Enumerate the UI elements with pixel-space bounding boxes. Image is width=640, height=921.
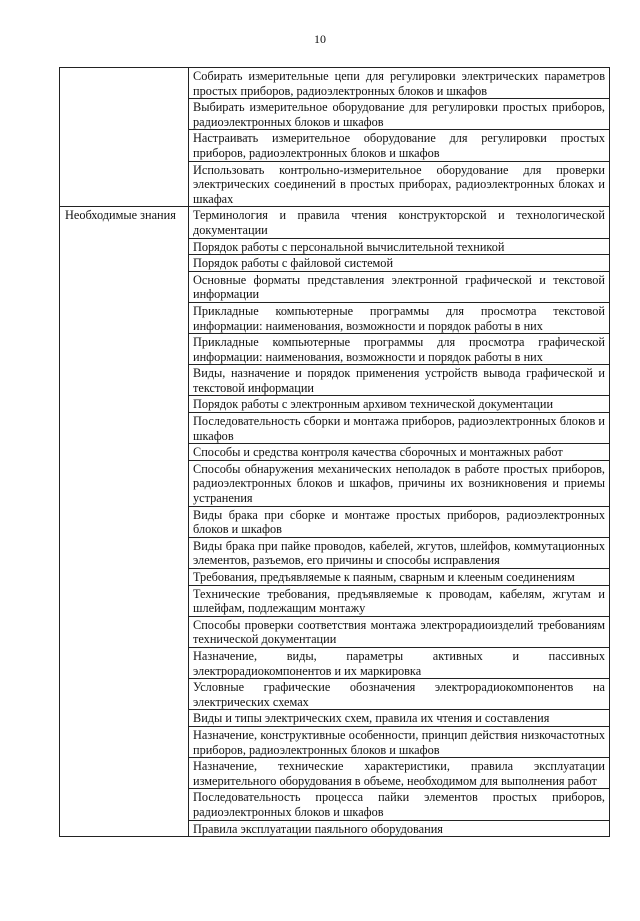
knowledge-item: Способы и средства контроля качества сборочных и монтажных работ [189, 444, 610, 461]
knowledge-item: Способы проверки соответствия монтажа электрорадиоизделий требованиям технической документации [189, 616, 610, 647]
knowledge-item: Прикладные компьютерные программы для просмотра графической информации: наименования, возможности и порядок работы в них [189, 334, 610, 365]
table-row [60, 207, 610, 238]
skill-item: Собирать измерительные цепи для регулировки электрических параметров простых приборов, радиоэлектронных блоков и шкафов [189, 68, 610, 99]
knowledge-item: Назначение, виды, параметры активных и пассивных электрорадиокомпонентов и их маркировка [189, 647, 610, 678]
skill-item: Настраивать измерительное оборудование для регулировки простых приборов, радиоэлектронных блоков и шкафов [189, 130, 610, 161]
knowledge-item: Правила эксплуатации паяльного оборудования [189, 820, 610, 837]
knowledge-item: Требования, предъявляемые к паяным, сварным и клееным соединениям [189, 569, 610, 586]
knowledge-item: Виды брака при пайке проводов, кабелей, жгутов, шлейфов, коммутационных элементов, разъемов, его причины и способы исправления [189, 537, 610, 568]
page-number: 10 [314, 32, 326, 46]
knowledge-item: Виды брака при сборке и монтаже простых приборов, радиоэлектронных блоков и шкафов [189, 506, 610, 537]
knowledge-item: Прикладные компьютерные программы для просмотра текстовой информации: наименования, возможности и порядок работы в них [189, 302, 610, 333]
knowledge-item: Технические требования, предъявляемые к проводам, кабелям, жгутам и шлейфам, подлежащим монтажу [189, 585, 610, 616]
table-row [60, 68, 610, 99]
knowledge-item: Виды и типы электрических схем, правила их чтения и составления [189, 710, 610, 727]
knowledge-item: Последовательность процесса пайки элементов простых приборов, радиоэлектронных блоков и шкафов [189, 789, 610, 820]
skills-label-cell [60, 68, 189, 207]
knowledge-item: Порядок работы с электронным архивом технической документации [189, 396, 610, 413]
skill-item: Выбирать измерительное оборудование для регулировки простых приборов, радиоэлектронных блоков и шкафов [189, 99, 610, 130]
knowledge-item: Порядок работы с персональной вычислительной техникой [189, 238, 610, 255]
knowledge-item: Терминология и правила чтения конструкторской и технологической документации [189, 207, 610, 238]
knowledge-label: Необходимые знания [60, 207, 189, 837]
knowledge-item: Виды, назначение и порядок применения устройств вывода графической и текстовой информации [189, 365, 610, 396]
requirements-table [59, 67, 610, 837]
knowledge-item: Назначение, технические характеристики, правила эксплуатации измерительного оборудования в объеме, необходимом для выполнения работ [189, 758, 610, 789]
skill-item: Использовать контрольно-измерительное оборудование для проверки электрических соединений в простых приборах, радиоэлектронных блоках и шкафах [189, 161, 610, 207]
knowledge-item: Порядок работы с файловой системой [189, 255, 610, 272]
knowledge-item: Назначение, конструктивные особенности, принцип действия низкочастотных приборов, радиоэлектронных блоков и шкафов [189, 726, 610, 757]
knowledge-item: Способы обнаружения механических неполадок в работе простых приборов, радиоэлектронных блоков и шкафов, причины их возникновения и приемы устранения [189, 460, 610, 506]
knowledge-item: Основные форматы представления электронной графической и текстовой информации [189, 271, 610, 302]
knowledge-item: Последовательность сборки и монтажа приборов, радиоэлектронных блоков и шкафов [189, 413, 610, 444]
knowledge-item: Условные графические обозначения электрорадиокомпонентов на электрических схемах [189, 679, 610, 710]
